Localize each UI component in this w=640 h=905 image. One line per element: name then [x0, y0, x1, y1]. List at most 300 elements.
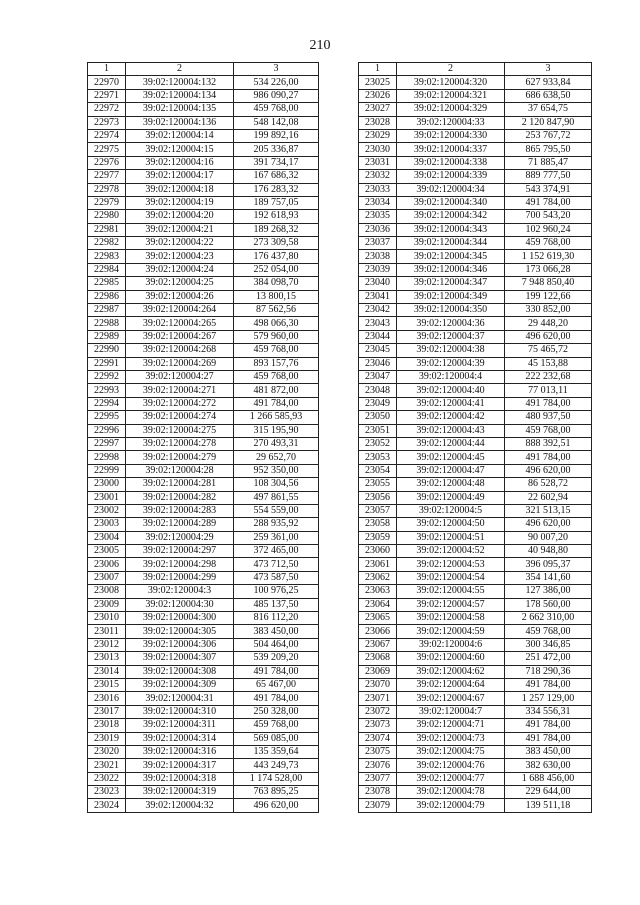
table-row: [88, 263, 319, 276]
cadastral-number: 39:02:120004:49: [397, 491, 505, 504]
row-number: 23039: [359, 263, 397, 276]
column-header-2: 2: [397, 63, 505, 76]
table-row: [359, 665, 592, 678]
table-row: [88, 571, 319, 584]
table-row: [88, 170, 319, 183]
table-row: [88, 116, 319, 129]
row-number: 23071: [359, 692, 397, 705]
row-number: 23079: [359, 799, 397, 812]
cadastral-value: 100 976,25: [234, 585, 319, 598]
table-row: [359, 384, 592, 397]
table-row: [88, 625, 319, 638]
row-number: 23069: [359, 665, 397, 678]
cadastral-value: 579 960,00: [234, 330, 319, 343]
row-number: 23061: [359, 558, 397, 571]
table-row: [88, 223, 319, 236]
table-row: [359, 397, 592, 410]
cadastral-number: 39:02:120004:135: [126, 103, 234, 116]
table-row: [359, 464, 592, 477]
table-row: [359, 638, 592, 651]
cadastral-value: 485 137,50: [234, 598, 319, 611]
cadastral-value: 189 268,32: [234, 223, 319, 236]
cadastral-number: 39:02:120004:31: [126, 692, 234, 705]
row-number: 23033: [359, 183, 397, 196]
cadastral-value: 491 784,00: [505, 719, 592, 732]
row-number: 22976: [88, 156, 126, 169]
table-row: [88, 478, 319, 491]
cadastral-value: 763 895,25: [234, 786, 319, 799]
table-row: [88, 665, 319, 678]
cadastral-value: 205 336,87: [234, 143, 319, 156]
cadastral-value: 65 467,00: [234, 678, 319, 691]
table-row: [359, 170, 592, 183]
table-row: [88, 76, 319, 89]
table-row: [359, 745, 592, 758]
cadastral-number: 39:02:120004:271: [126, 384, 234, 397]
cadastral-number: 39:02:120004:310: [126, 705, 234, 718]
cadastral-number: 39:02:120004:289: [126, 518, 234, 531]
row-number: 23002: [88, 504, 126, 517]
cadastral-number: 39:02:120004:264: [126, 304, 234, 317]
row-number: 22975: [88, 143, 126, 156]
cadastral-number: 39:02:120004:346: [397, 263, 505, 276]
table-row: [88, 384, 319, 397]
table-row: [88, 317, 319, 330]
cadastral-number: 39:02:120004:64: [397, 678, 505, 691]
cadastral-number: 39:02:120004:337: [397, 143, 505, 156]
row-number: 22998: [88, 451, 126, 464]
row-number: 22977: [88, 170, 126, 183]
cadastral-number: 39:02:120004:320: [397, 76, 505, 89]
cadastral-number: 39:02:120004:26: [126, 290, 234, 303]
cadastral-number: 39:02:120004:321: [397, 89, 505, 102]
row-number: 23064: [359, 598, 397, 611]
table-row: [359, 786, 592, 799]
cadastral-number: 39:02:120004:50: [397, 518, 505, 531]
cadastral-number: 39:02:120004:38: [397, 344, 505, 357]
cadastral-value: 543 374,91: [505, 183, 592, 196]
cadastral-number: 39:02:120004:75: [397, 745, 505, 758]
left-table: [87, 62, 319, 813]
page-number: 210: [309, 38, 331, 53]
left-table-body: [88, 76, 319, 812]
row-number: 23024: [88, 799, 126, 812]
cadastral-number: 39:02:120004:347: [397, 277, 505, 290]
row-number: 23018: [88, 719, 126, 732]
cadastral-value: 173 066,28: [505, 263, 592, 276]
table-row: [88, 156, 319, 169]
cadastral-number: 39:02:120004:52: [397, 545, 505, 558]
row-number: 23058: [359, 518, 397, 531]
row-number: 23049: [359, 397, 397, 410]
cadastral-value: 504 464,00: [234, 638, 319, 651]
cadastral-number: 39:02:120004:7: [397, 705, 505, 718]
cadastral-number: 39:02:120004:134: [126, 89, 234, 102]
row-number: 23025: [359, 76, 397, 89]
right-table-body: [359, 76, 592, 812]
cadastral-number: 39:02:120004:15: [126, 143, 234, 156]
cadastral-value: 334 556,31: [505, 705, 592, 718]
cadastral-value: 496 620,00: [505, 330, 592, 343]
cadastral-number: 39:02:120004:71: [397, 719, 505, 732]
table-row: [359, 705, 592, 718]
cadastral-value: 7 948 850,40: [505, 277, 592, 290]
cadastral-number: 39:02:120004:18: [126, 183, 234, 196]
row-number: 22981: [88, 223, 126, 236]
table-row: [359, 330, 592, 343]
row-number: 23031: [359, 156, 397, 169]
cadastral-value: 473 712,50: [234, 558, 319, 571]
cadastral-number: 39:02:120004:79: [397, 799, 505, 812]
row-number: 23001: [88, 491, 126, 504]
table-row: [359, 692, 592, 705]
cadastral-number: 39:02:120004:62: [397, 665, 505, 678]
cadastral-number: 39:02:120004:343: [397, 223, 505, 236]
cadastral-number: 39:02:120004:298: [126, 558, 234, 571]
row-number: 22993: [88, 384, 126, 397]
row-number: 22971: [88, 89, 126, 102]
table-row: [359, 585, 592, 598]
cadastral-value: 627 933,84: [505, 76, 592, 89]
cadastral-value: 222 232,68: [505, 370, 592, 383]
table-row: [359, 250, 592, 263]
cadastral-value: 1 266 585,93: [234, 411, 319, 424]
cadastral-number: 39:02:120004:39: [397, 357, 505, 370]
cadastral-number: 39:02:120004:32: [126, 799, 234, 812]
cadastral-number: 39:02:120004:77: [397, 772, 505, 785]
row-number: 22990: [88, 344, 126, 357]
cadastral-number: 39:02:120004:23: [126, 250, 234, 263]
cadastral-value: 199 892,16: [234, 129, 319, 142]
table-row: [359, 478, 592, 491]
row-number: 22991: [88, 357, 126, 370]
table-row: [88, 129, 319, 142]
row-number: 23053: [359, 451, 397, 464]
cadastral-value: 496 620,00: [234, 799, 319, 812]
row-number: 23041: [359, 290, 397, 303]
column-header-3: 3: [505, 63, 592, 76]
table-row: [359, 183, 592, 196]
cadastral-number: 39:02:120004:60: [397, 652, 505, 665]
cadastral-number: 39:02:120004:20: [126, 210, 234, 223]
cadastral-value: 491 784,00: [505, 678, 592, 691]
cadastral-value: 2 662 310,00: [505, 612, 592, 625]
cadastral-number: 39:02:120004:282: [126, 491, 234, 504]
table-row: [359, 116, 592, 129]
row-number: 23036: [359, 223, 397, 236]
cadastral-number: 39:02:120004:297: [126, 545, 234, 558]
row-number: 23068: [359, 652, 397, 665]
cadastral-number: 39:02:120004:308: [126, 665, 234, 678]
cadastral-value: 87 562,56: [234, 304, 319, 317]
table-row: [88, 237, 319, 250]
row-number: 23059: [359, 531, 397, 544]
cadastral-number: 39:02:120004:265: [126, 317, 234, 330]
cadastral-number: 39:02:120004:28: [126, 464, 234, 477]
cadastral-value: 1 257 129,00: [505, 692, 592, 705]
cadastral-value: 893 157,76: [234, 357, 319, 370]
cadastral-number: 39:02:120004:42: [397, 411, 505, 424]
cadastral-value: 139 511,18: [505, 799, 592, 812]
table-row: [359, 156, 592, 169]
cadastral-value: 391 734,17: [234, 156, 319, 169]
table-row: [359, 223, 592, 236]
cadastral-value: 459 768,00: [234, 344, 319, 357]
table-row: [88, 370, 319, 383]
cadastral-value: 253 767,72: [505, 129, 592, 142]
table-row: [88, 451, 319, 464]
cadastral-number: 39:02:120004:349: [397, 290, 505, 303]
cadastral-value: 491 784,00: [505, 451, 592, 464]
cadastral-value: 459 768,00: [234, 719, 319, 732]
row-number: 23034: [359, 196, 397, 209]
cadastral-value: 497 861,55: [234, 491, 319, 504]
cadastral-value: 127 386,00: [505, 585, 592, 598]
table-row: [359, 344, 592, 357]
table-row: [88, 612, 319, 625]
table-row: [359, 143, 592, 156]
cadastral-number: 39:02:120004:272: [126, 397, 234, 410]
cadastral-number: 39:02:120004:24: [126, 263, 234, 276]
cadastral-number: 39:02:120004:16: [126, 156, 234, 169]
cadastral-value: 491 784,00: [505, 196, 592, 209]
cadastral-value: 443 249,73: [234, 759, 319, 772]
row-number: 23038: [359, 250, 397, 263]
cadastral-value: 491 784,00: [505, 732, 592, 745]
row-number: 22978: [88, 183, 126, 196]
cadastral-value: 252 054,00: [234, 263, 319, 276]
row-number: 23078: [359, 786, 397, 799]
row-number: 23030: [359, 143, 397, 156]
table-row: [359, 277, 592, 290]
cadastral-number: 39:02:120004:136: [126, 116, 234, 129]
cadastral-number: 39:02:120004:269: [126, 357, 234, 370]
cadastral-value: 45 153,88: [505, 357, 592, 370]
table-row: [88, 786, 319, 799]
cadastral-number: 39:02:120004:345: [397, 250, 505, 263]
row-number: 23054: [359, 464, 397, 477]
table-row: [359, 772, 592, 785]
row-number: 23076: [359, 759, 397, 772]
cadastral-value: 192 618,93: [234, 210, 319, 223]
cadastral-value: 199 122,66: [505, 290, 592, 303]
cadastral-value: 686 638,50: [505, 89, 592, 102]
cadastral-number: 39:02:120004:44: [397, 437, 505, 450]
cadastral-number: 39:02:120004:37: [397, 330, 505, 343]
cadastral-value: 548 142,08: [234, 116, 319, 129]
table-row: [88, 277, 319, 290]
cadastral-number: 39:02:120004:317: [126, 759, 234, 772]
cadastral-value: 40 948,80: [505, 545, 592, 558]
cadastral-number: 39:02:120004:267: [126, 330, 234, 343]
column-header-2: 2: [126, 63, 234, 76]
cadastral-value: 481 872,00: [234, 384, 319, 397]
cadastral-value: 459 768,00: [505, 237, 592, 250]
cadastral-value: 229 644,00: [505, 786, 592, 799]
table-row: [359, 732, 592, 745]
row-number: 23045: [359, 344, 397, 357]
cadastral-number: 39:02:120004:3: [126, 585, 234, 598]
table-row: [359, 598, 592, 611]
row-number: 22982: [88, 237, 126, 250]
cadastral-value: 569 085,00: [234, 732, 319, 745]
table-row: [88, 464, 319, 477]
table-row: [88, 183, 319, 196]
table-row: [359, 612, 592, 625]
cadastral-number: 39:02:120004:4: [397, 370, 505, 383]
cadastral-number: 39:02:120004:19: [126, 196, 234, 209]
table-row: [88, 504, 319, 517]
table-row: [359, 719, 592, 732]
cadastral-number: 39:02:120004:268: [126, 344, 234, 357]
table-row: [359, 237, 592, 250]
cadastral-number: 39:02:120004:30: [126, 598, 234, 611]
cadastral-value: 178 560,00: [505, 598, 592, 611]
row-number: 23048: [359, 384, 397, 397]
cadastral-number: 39:02:120004:300: [126, 612, 234, 625]
cadastral-number: 39:02:120004:22: [126, 237, 234, 250]
cadastral-value: 952 350,00: [234, 464, 319, 477]
cadastral-number: 39:02:120004:29: [126, 531, 234, 544]
cadastral-value: 498 066,30: [234, 317, 319, 330]
right-table: [358, 62, 592, 813]
cadastral-value: 396 095,37: [505, 558, 592, 571]
cadastral-value: 700 543,20: [505, 210, 592, 223]
cadastral-value: 459 768,00: [505, 625, 592, 638]
row-number: 22980: [88, 210, 126, 223]
row-number: 22987: [88, 304, 126, 317]
table-row: [359, 196, 592, 209]
row-number: 23009: [88, 598, 126, 611]
cadastral-value: 372 465,00: [234, 545, 319, 558]
table-row: [359, 531, 592, 544]
row-number: 23021: [88, 759, 126, 772]
cadastral-value: 189 757,05: [234, 196, 319, 209]
cadastral-number: 39:02:120004:6: [397, 638, 505, 651]
row-number: 23035: [359, 210, 397, 223]
row-number: 22994: [88, 397, 126, 410]
cadastral-number: 39:02:120004:67: [397, 692, 505, 705]
table-row: [359, 625, 592, 638]
row-number: 23000: [88, 478, 126, 491]
cadastral-value: 77 013,11: [505, 384, 592, 397]
cadastral-value: 270 493,31: [234, 437, 319, 450]
cadastral-value: 534 226,00: [234, 76, 319, 89]
row-number: 22979: [88, 196, 126, 209]
row-number: 23052: [359, 437, 397, 450]
cadastral-value: 315 195,90: [234, 424, 319, 437]
row-number: 22972: [88, 103, 126, 116]
table-row: [359, 652, 592, 665]
cadastral-number: 39:02:120004:305: [126, 625, 234, 638]
cadastral-value: 330 852,00: [505, 304, 592, 317]
table-row: [359, 370, 592, 383]
cadastral-number: 39:02:120004:275: [126, 424, 234, 437]
row-number: 22970: [88, 76, 126, 89]
row-number: 23013: [88, 652, 126, 665]
row-number: 22983: [88, 250, 126, 263]
table-row: [359, 210, 592, 223]
cadastral-number: 39:02:120004:274: [126, 411, 234, 424]
cadastral-number: 39:02:120004:51: [397, 531, 505, 544]
table-row: [88, 678, 319, 691]
table-row: [359, 678, 592, 691]
cadastral-number: 39:02:120004:318: [126, 772, 234, 785]
cadastral-number: 39:02:120004:25: [126, 277, 234, 290]
cadastral-value: 459 768,00: [505, 424, 592, 437]
row-number: 23023: [88, 786, 126, 799]
column-header-1: 1: [88, 63, 126, 76]
row-number: 23037: [359, 237, 397, 250]
table-row: [88, 652, 319, 665]
cadastral-value: 273 309,58: [234, 237, 319, 250]
table-row: [88, 692, 319, 705]
row-number: 23050: [359, 411, 397, 424]
cadastral-number: 39:02:120004:59: [397, 625, 505, 638]
cadastral-value: 37 654,75: [505, 103, 592, 116]
table-row: [88, 518, 319, 531]
table-row: [88, 437, 319, 450]
cadastral-value: 29 652,70: [234, 451, 319, 464]
row-number: 23014: [88, 665, 126, 678]
cadastral-number: 39:02:120004:340: [397, 196, 505, 209]
cadastral-value: 473 587,50: [234, 571, 319, 584]
cadastral-number: 39:02:120004:58: [397, 612, 505, 625]
row-number: 23074: [359, 732, 397, 745]
row-number: 23077: [359, 772, 397, 785]
cadastral-number: 39:02:120004:73: [397, 732, 505, 745]
row-number: 23008: [88, 585, 126, 598]
row-number: 22995: [88, 411, 126, 424]
row-number: 23062: [359, 571, 397, 584]
cadastral-value: 259 361,00: [234, 531, 319, 544]
row-number: 23073: [359, 719, 397, 732]
cadastral-value: 496 620,00: [505, 518, 592, 531]
cadastral-value: 865 795,50: [505, 143, 592, 156]
cadastral-number: 39:02:120004:76: [397, 759, 505, 772]
table-row: [88, 705, 319, 718]
right-table-header-row: [359, 63, 592, 76]
cadastral-value: 496 620,00: [505, 464, 592, 477]
cadastral-number: 39:02:120004:350: [397, 304, 505, 317]
row-number: 22999: [88, 464, 126, 477]
cadastral-value: 480 937,50: [505, 411, 592, 424]
cadastral-value: 383 450,00: [505, 745, 592, 758]
cadastral-value: 176 437,80: [234, 250, 319, 263]
table-row: [359, 491, 592, 504]
table-row: [88, 103, 319, 116]
cadastral-number: 39:02:120004:299: [126, 571, 234, 584]
table-row: [88, 143, 319, 156]
cadastral-value: 889 777,50: [505, 170, 592, 183]
cadastral-number: 39:02:120004:306: [126, 638, 234, 651]
row-number: 22973: [88, 116, 126, 129]
row-number: 23065: [359, 612, 397, 625]
table-row: [359, 545, 592, 558]
cadastral-value: 816 112,20: [234, 612, 319, 625]
column-header-3: 3: [234, 63, 319, 76]
cadastral-number: 39:02:120004:344: [397, 237, 505, 250]
cadastral-value: 13 800,15: [234, 290, 319, 303]
table-row: [359, 437, 592, 450]
row-number: 22997: [88, 437, 126, 450]
table-row: [88, 344, 319, 357]
row-number: 23066: [359, 625, 397, 638]
cadastral-value: 986 090,27: [234, 89, 319, 102]
table-row: [88, 89, 319, 102]
row-number: 23011: [88, 625, 126, 638]
table-row: [359, 571, 592, 584]
